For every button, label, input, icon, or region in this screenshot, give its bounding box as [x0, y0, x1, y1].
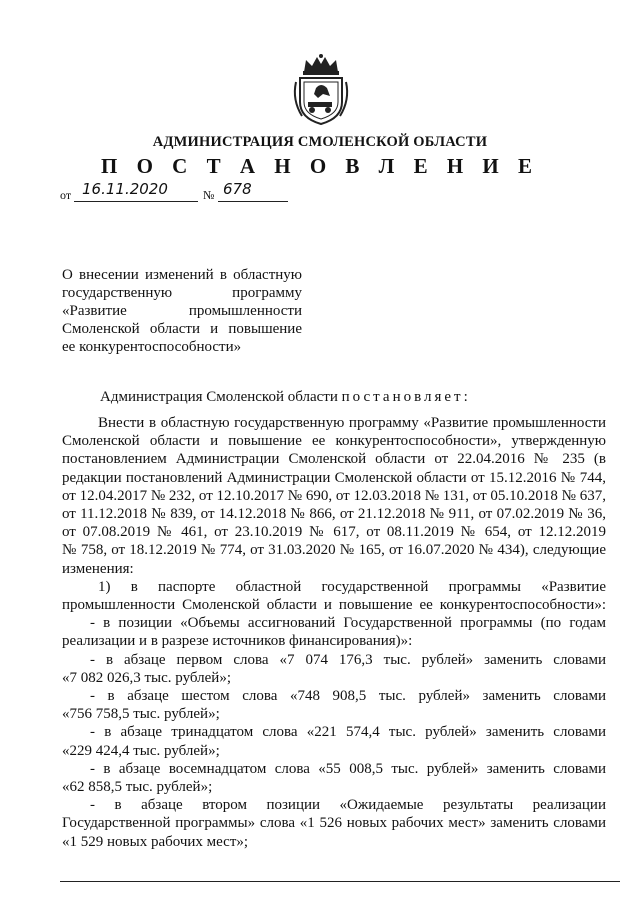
body-line: Внести в областную государственную программу «Развитие промышленности — [98, 415, 606, 431]
body-line: - в абзаце восемнадцатом слова «55 008,5 тыс. рублей» заменить словами — [90, 760, 606, 777]
document-number: 678 — [223, 180, 252, 198]
body-line: «1 529 новых рабочих мест»; — [62, 833, 249, 850]
body-line: от 07.08.2019 № 461, от 23.10.2019 № 617, от 08.11.2019 № 654, от 12.12.2019 — [62, 524, 606, 541]
organization-name: АДМИНИСТРАЦИЯ СМОЛЕНСКОЙ ОБЛАСТИ — [152, 134, 488, 150]
date-from-label: от — [60, 188, 72, 202]
date-underline — [74, 201, 198, 202]
body-line: промышленности Смоленской области и повышение ее конкурентоспособности»: — [62, 597, 606, 614]
body-line: - в абзаце тринадцатом слова «221 574,4 тыс. рублей» заменить словами — [90, 724, 606, 741]
body-line: от 11.12.2018 № 839, от 14.12.2018 № 866, от 21.12.2018 № 911, от 07.02.2019 № 36, — [62, 506, 606, 523]
document-body — [62, 414, 606, 851]
body-line: - в позиции «Объемы ассигнований Государственной программы (по годам — [90, 615, 606, 632]
body-line: редакции постановлений Администрации Смоленской области от 15.12.2016 № 744, — [62, 469, 606, 486]
body-line: постановлением Администрации Смоленской области от 22.04.2016 № 235 (в — [62, 451, 606, 468]
subject-line: ее конкурентоспособности» — [62, 339, 242, 355]
subject-line: государственную программу — [62, 285, 302, 301]
body-line: № 758, от 18.12.2019 № 774, от 31.03.2020 № 165, от 16.07.2020 № 434), следующие — [62, 542, 606, 559]
footer-divider — [60, 881, 620, 882]
smolensk-coat-of-arms-icon — [290, 52, 352, 126]
subject-line: «Развитие промышленности — [62, 303, 302, 319]
body-line: реализации и в разрезе источников финансирования)»: — [62, 633, 413, 650]
document-subject — [62, 266, 302, 356]
document-date: 16.11.2020 — [82, 180, 168, 198]
number-label: № — [203, 188, 215, 202]
decree-statement — [100, 389, 471, 406]
body-line: Государственной программы» слова «1 526 новых рабочих мест» заменить словами — [62, 815, 606, 832]
decree-verb: постановляет: — [341, 389, 471, 405]
body-line: «229 424,4 тыс. рублей»; — [62, 742, 220, 759]
subject-line: Смоленской области и повышение — [62, 321, 302, 337]
body-line: от 12.04.2017 № 232, от 12.10.2017 № 690, от 12.03.2018 № 131, от 05.10.2018 № 637, — [62, 487, 606, 504]
document-type-title: П О С Т А Н О В Л Е Н И Е — [100, 154, 539, 178]
body-line: изменения: — [62, 560, 134, 577]
body-line: - в абзаце шестом слова «748 908,5 тыс. рублей» заменить словами — [90, 688, 606, 705]
body-line: - в абзаце первом слова «7 074 176,3 тыс. рублей» заменить словами — [90, 651, 606, 668]
decree-prefix: Администрация Смоленской области — [100, 389, 342, 405]
body-line: «7 082 026,3 тыс. рублей»; — [62, 669, 231, 686]
subject-line: О внесении изменений в областную — [62, 267, 302, 283]
number-underline — [218, 201, 288, 202]
body-line: «756 758,5 тыс. рублей»; — [62, 706, 220, 723]
body-line: 1) в паспорте областной государственной программы «Развитие — [98, 578, 606, 595]
body-line: Смоленской области и повышение ее конкурентоспособности», утвержденную — [62, 433, 606, 450]
body-line: - в абзаце втором позиции «Ожидаемые результаты реализации — [90, 797, 606, 814]
body-line: «62 858,5 тыс. рублей»; — [62, 779, 213, 796]
